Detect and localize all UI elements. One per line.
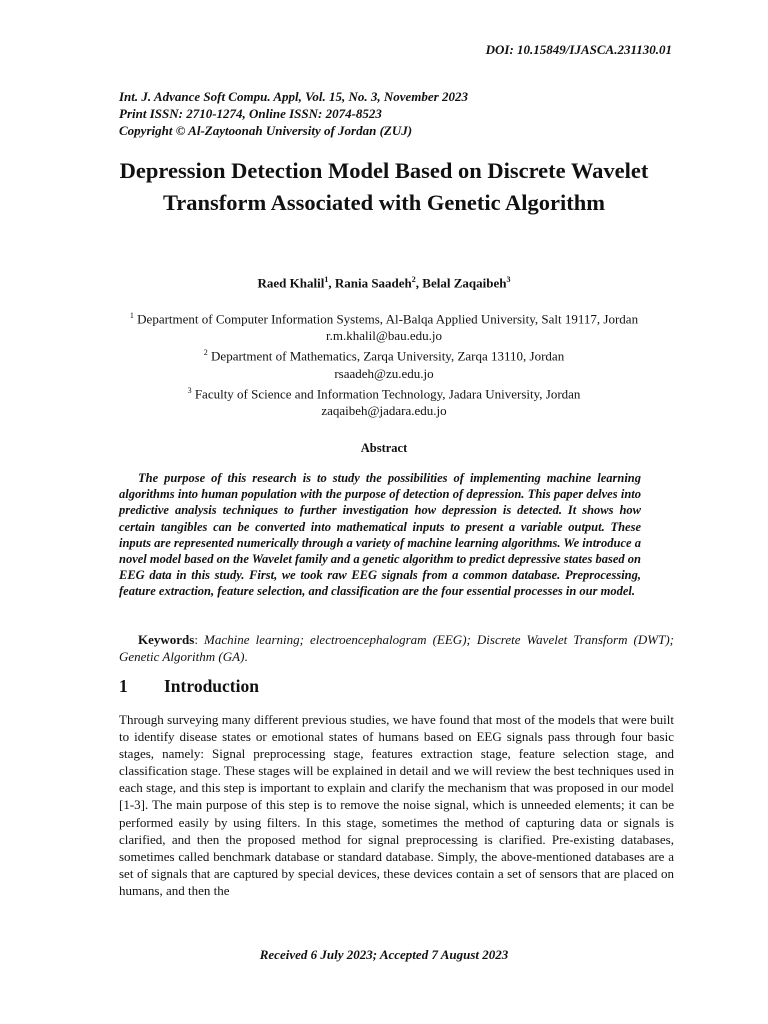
affil-text: Department of Computer Information Systems, Al-Balqa Applied University, Salt 19117, Jordan	[133, 311, 639, 327]
abstract-heading: Abstract	[360, 441, 408, 455]
paper-title: Depression Detection Model Based on Discrete Wavelet Transform Associated with Genetic Algorithm	[119, 158, 649, 215]
keywords-end: .	[244, 649, 248, 664]
affil-text: Department of Mathematics, Zarqa University, Zarqa 13110, Jordan	[207, 348, 565, 364]
author-separator: ,	[328, 275, 335, 291]
author-affil-marker: 1	[324, 275, 329, 284]
affiliation-2	[120, 344, 648, 364]
affil-text: Faculty of Science and Information Technology, Jadara University, Jordan	[191, 385, 581, 401]
journal-info	[119, 88, 468, 139]
keywords-colon: :	[194, 632, 205, 647]
author-name: Belal Zaqaibeh	[422, 275, 507, 291]
journal-volume: Int. J. Advance Soft Compu. Appl, Vol. 15, No. 3, November 2023	[119, 89, 468, 104]
affiliation-1	[120, 307, 648, 327]
journal-copyright: Copyright © Al-Zaytoonah University of Jordan (ZUJ)	[119, 123, 413, 138]
author-affil-marker: 3	[506, 275, 511, 284]
introduction-paragraph: Through surveying many different previous studies, we have found that most of the models that were built to identify disease states or emotional states of humans based on EEG signals pass through four basic stages, namely: Signal preprocessing stage, features extraction stage, feature selection stage, and classification stage. These stages will be explained in detail and we will review the best techniques used in each stage, and this step is important to explain and clarify the mechanism that was proposed in our model [1-3]. The main purpose of this step is to remove the noise signal, which is unneeded elements; it can be performed easily by using filters. In this stage, sometimes the method of capturing data or signals is clarified, and then the proposed method for signal preprocessing is clarified. Pre-existing databases, sometimes called benchmark database or standard database. Simply, the above-mentioned databases are a set of signals that are captured by special devices, these devices contain a set of sensors that are placed on humans, and then the	[119, 712, 674, 898]
keywords-paragraph	[119, 631, 674, 665]
section-heading	[119, 676, 259, 697]
author-separator: ,	[415, 275, 423, 291]
author-name: Raed Khalil	[257, 275, 325, 291]
affil-email[interactable]: rsaadeh@zu.edu.jo	[334, 365, 434, 381]
affil-email[interactable]: zaqaibeh@jadara.edu.jo	[321, 402, 447, 418]
affil-marker: 3	[187, 385, 192, 395]
author-list	[0, 275, 768, 291]
author-affil-marker: 2	[411, 275, 416, 284]
section-number: 1	[119, 676, 128, 696]
keywords-label: Keywords	[138, 632, 195, 647]
abstract-text: The purpose of this research is to study the possibilities of implementing machine learning algorithms into human population with the purpose of detection of depression. This paper delves into predictive analysis techniques to further investigation how depression is detected. It shows how certain tangibles can be converted into mathematical inputs to present a variable output. These inputs are represented numerically through a variety of machine learning algorithms. We introduce a novel model based on the Wavelet family and a genetic algorithm to predict depressive states based on EEG data in this study. First, we took raw EEG signals from a common database. Preprocessing, feature extraction, feature selection, and classification are the four essential processes in our model.	[119, 471, 641, 599]
keywords-list: Machine learning; electroencephalogram (EEG); Discrete Wavelet Transform (DWT); Genetic Algorithm (GA)	[119, 632, 674, 664]
affiliation-block	[120, 307, 648, 419]
journal-issn: Print ISSN: 2710-1274, Online ISSN: 2074-8523	[119, 106, 382, 121]
affiliation-3	[120, 382, 648, 402]
section-title: Introduction	[164, 676, 259, 696]
received-accepted-line: Received 6 July 2023; Accepted 7 August 2023	[259, 947, 509, 962]
doi-line: DOI: 10.15849/IJASCA.231130.01	[485, 42, 672, 57]
affil-marker: 1	[129, 311, 134, 320]
affil-email[interactable]: r.m.khalil@bau.edu.jo	[326, 328, 442, 344]
affil-marker: 2	[203, 348, 208, 358]
author-name: Rania Saadeh	[334, 275, 412, 291]
